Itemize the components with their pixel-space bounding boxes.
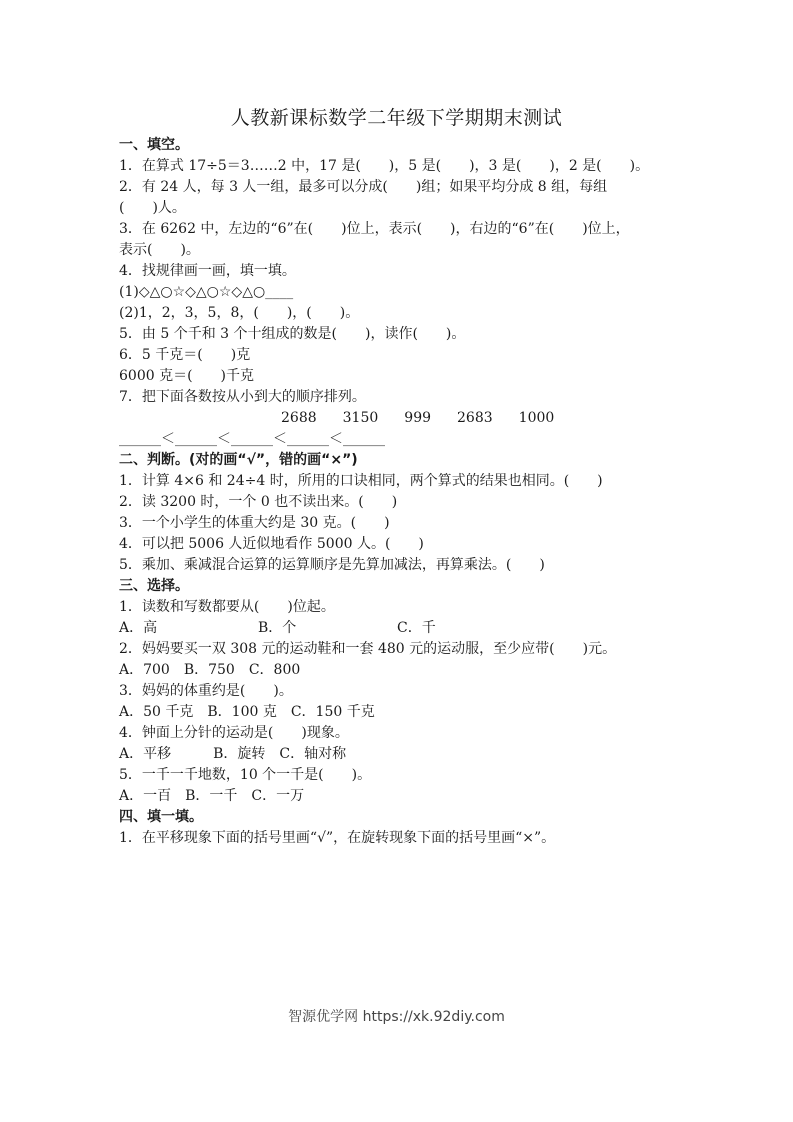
footer-watermark: 智源优学网 https://xk.92diy.com: [288, 1009, 505, 1025]
number-item: 2688: [281, 410, 317, 426]
page-title: 人教新课标数学二年级下学期期末测试: [230, 107, 563, 129]
question-line: A．700 B．750 C．800: [119, 662, 301, 678]
question-line: 2．妈妈要买一双 308 元的运动鞋和一套 480 元的运动服，至少应带( )元。: [119, 641, 617, 657]
number-item: 999: [404, 410, 432, 426]
question-line: 1．在平移现象下面的括号里画“√”，在旋转现象下面的括号里画“×”。: [119, 830, 556, 846]
question-line: 1．读数和写数都要从( )位起。: [119, 599, 335, 615]
question-line: 3．一个小学生的体重大约是 30 克。( ): [119, 515, 390, 531]
number-item: 3150: [342, 410, 379, 426]
question-line: 5．乘加、乘减混合运算的运算顺序是先算加减法，再算乘法。( ): [119, 557, 545, 573]
question-line: (1)◇△○☆◇△○☆◇△○____: [119, 284, 294, 300]
question-line: 3．在 6262 中，左边的“6”在( )位上，表示( )，右边的“6”在( )位上，: [119, 221, 630, 237]
choice-option: C．千: [397, 620, 436, 636]
section-heading: 二、判断。(对的画“√”，错的画“×”): [119, 452, 358, 468]
question-line: 5．一千一千地数，10 个一千是( )。: [119, 767, 372, 783]
section-heading: 一、填空。: [119, 137, 189, 153]
choice-option: A．高: [119, 620, 158, 636]
question-line: 5．由 5 个千和 3 个十组成的数是( )，读作( )。: [119, 326, 466, 342]
question-line: 1．在算式 17÷5＝3……2 中，17 是( )，5 是( )，3 是( )，2 是( )。: [119, 158, 650, 174]
question-line: 2．读 3200 时，一个 0 也不读出来。( ): [119, 494, 398, 510]
question-line: 2．有 24 人，每 3 人一组，最多可以分成( )组；如果平均分成 8 组，每组: [119, 179, 608, 195]
section-heading: 四、填一填。: [119, 809, 203, 825]
question-line: 4．钟面上分针的运动是( )现象。: [119, 725, 349, 741]
question-line: 6．5 千克＝( )克: [119, 347, 251, 363]
question-line: 7．把下面各数按从小到大的顺序排列。: [119, 389, 366, 405]
question-line: A．平移 B．旋转 C．轴对称: [119, 746, 347, 762]
question-line: (2)1，2，3，5，8，( )，( )。: [119, 305, 360, 321]
choice-option: B．个: [258, 620, 297, 636]
document-body: [119, 135, 679, 849]
question-line: ______＜______＜______＜______＜______: [119, 431, 385, 447]
question-line: 4．找规律画一画，填一填。: [119, 263, 296, 279]
number-list: [119, 408, 679, 429]
question-line: 1．计算 4×6 和 24÷4 时，所用的口诀相同，两个算式的结果也相同。( ): [119, 473, 603, 489]
question-line: A．50 千克 B．100 克 C．150 千克: [119, 704, 375, 720]
question-line: 4．可以把 5006 人近似地看作 5000 人。( ): [119, 536, 424, 552]
question-line: A．一百 B．一千 C．一万: [119, 788, 305, 804]
number-item: 2683: [457, 410, 493, 426]
section-heading: 三、选择。: [119, 578, 189, 594]
choice-options: [119, 618, 679, 639]
number-item: 1000: [518, 410, 555, 426]
question-line: 6000 克＝( )千克: [119, 368, 255, 384]
question-line: ( )人。: [119, 200, 186, 216]
question-line: 3．妈妈的体重约是( )。: [119, 683, 293, 699]
question-line: 表示( )。: [119, 242, 200, 258]
